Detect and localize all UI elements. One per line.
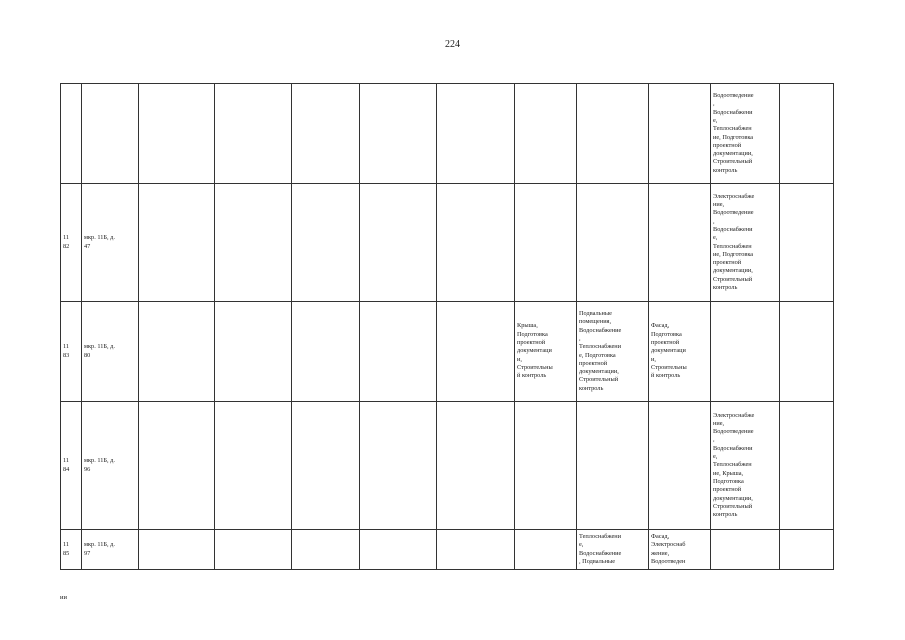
table-row bbox=[61, 402, 834, 530]
works-cell: Теплоснабжени е, Водоснабжение , Подвальные bbox=[577, 530, 649, 570]
works-cell bbox=[649, 84, 711, 184]
empty-cell bbox=[292, 530, 360, 570]
repair-schedule-table bbox=[60, 83, 834, 570]
address-cell: мкр. 11Б, д. 47 bbox=[82, 184, 139, 302]
empty-cell bbox=[139, 302, 215, 402]
empty-cell bbox=[780, 530, 834, 570]
empty-cell bbox=[360, 302, 437, 402]
empty-cell bbox=[780, 84, 834, 184]
empty-cell bbox=[292, 184, 360, 302]
empty-cell bbox=[215, 402, 292, 530]
address-cell: мкр. 11Б, д. 80 bbox=[82, 302, 139, 402]
works-cell: Фасад, Подготовка проектной документаци и, Строительны й контроль bbox=[649, 302, 711, 402]
empty-cell bbox=[215, 530, 292, 570]
row-number-cell: 11 85 bbox=[61, 530, 82, 570]
table-row bbox=[61, 302, 834, 402]
empty-cell bbox=[139, 184, 215, 302]
empty-cell bbox=[780, 184, 834, 302]
empty-cell bbox=[780, 402, 834, 530]
works-cell bbox=[649, 402, 711, 530]
empty-cell bbox=[780, 302, 834, 402]
works-cell: Фасад, Электроснаб жение, Водоотведен bbox=[649, 530, 711, 570]
works-cell bbox=[577, 184, 649, 302]
empty-cell bbox=[139, 530, 215, 570]
works-cell bbox=[577, 84, 649, 184]
page-number: 224 bbox=[445, 39, 460, 50]
footer-note: ии bbox=[60, 594, 67, 601]
table-row bbox=[61, 84, 834, 184]
works-cell: Крыша, Подготовка проектной документаци и, Строительны й контроль bbox=[515, 302, 577, 402]
empty-cell bbox=[437, 402, 515, 530]
empty-cell bbox=[215, 184, 292, 302]
empty-cell bbox=[437, 530, 515, 570]
row-number-cell bbox=[61, 84, 82, 184]
address-cell: мкр. 11Б, д. 97 bbox=[82, 530, 139, 570]
row-number-cell: 11 84 bbox=[61, 402, 82, 530]
empty-cell bbox=[292, 84, 360, 184]
address-cell bbox=[82, 84, 139, 184]
empty-cell bbox=[360, 530, 437, 570]
empty-cell bbox=[292, 302, 360, 402]
works-cell bbox=[649, 184, 711, 302]
works-cell: Подвальные помещения, Водоснабжение , Теплоснабжени е, Подготовка проектной документации, Строительный контроль bbox=[577, 302, 649, 402]
works-cell: Водоотведение , Водоснабжени е, Теплоснабжен ие, Подготовка проектной документации, Строительный контроль bbox=[711, 84, 780, 184]
table-row bbox=[61, 184, 834, 302]
table-row bbox=[61, 530, 834, 570]
works-cell bbox=[515, 530, 577, 570]
works-cell: Электроснабже ние, Водоотведение , Водоснабжени е, Теплоснабжен ие, Подготовка проектной документации, Строительный контроль bbox=[711, 184, 780, 302]
empty-cell bbox=[360, 84, 437, 184]
empty-cell bbox=[437, 302, 515, 402]
empty-cell bbox=[215, 84, 292, 184]
empty-cell bbox=[360, 402, 437, 530]
row-number-cell: 11 83 bbox=[61, 302, 82, 402]
works-cell bbox=[711, 302, 780, 402]
works-cell bbox=[577, 402, 649, 530]
empty-cell bbox=[139, 402, 215, 530]
row-number-cell: 11 82 bbox=[61, 184, 82, 302]
empty-cell bbox=[360, 184, 437, 302]
empty-cell bbox=[437, 84, 515, 184]
empty-cell bbox=[215, 302, 292, 402]
address-cell: мкр. 11Б, д. 96 bbox=[82, 402, 139, 530]
works-cell bbox=[711, 530, 780, 570]
empty-cell bbox=[292, 402, 360, 530]
empty-cell bbox=[437, 184, 515, 302]
works-cell: Электроснабже ние, Водоотведение , Водоснабжени е, Теплоснабжен ие, Крыша, Подготовка проектной документации, Строительный контроль bbox=[711, 402, 780, 530]
works-cell bbox=[515, 402, 577, 530]
works-cell bbox=[515, 84, 577, 184]
works-cell bbox=[515, 184, 577, 302]
empty-cell bbox=[139, 84, 215, 184]
